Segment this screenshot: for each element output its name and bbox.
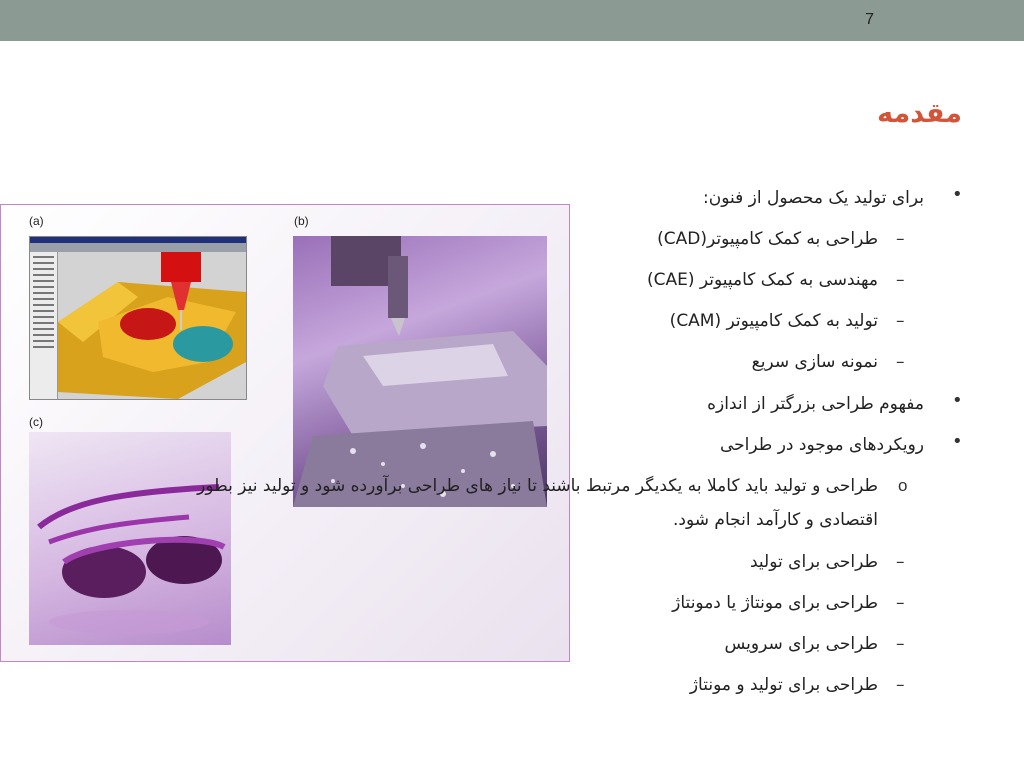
slide-title: مقدمه bbox=[877, 98, 962, 129]
sub-item: طراحی برای تولید bbox=[749, 552, 878, 572]
cad-software-image bbox=[29, 236, 247, 400]
sub-item: طراحی برای مونتاژ یا دمونتاژ bbox=[672, 593, 878, 613]
cnc-machining-image bbox=[293, 236, 547, 507]
sub-item: نمونه سازی سریع bbox=[751, 352, 878, 372]
sub-item: طراحی برای تولید و مونتاژ bbox=[689, 675, 878, 695]
circle-item-line2: اقتصادی و کارآمد انجام شود. bbox=[673, 510, 878, 530]
sub-item: مهندسی به کمک کامپیوتر (CAE) bbox=[646, 270, 878, 290]
dash-icon: – bbox=[896, 270, 905, 290]
figure-label-c: (c) bbox=[29, 415, 43, 429]
sub-item: تولید به کمک کامپیوتر (CAM) bbox=[669, 311, 878, 331]
cad-viewport bbox=[58, 252, 246, 399]
top-bar bbox=[0, 0, 1024, 41]
dash-icon: – bbox=[896, 352, 905, 372]
bullet-icon: • bbox=[952, 184, 963, 205]
dash-icon: – bbox=[896, 552, 905, 572]
dash-icon: – bbox=[896, 593, 905, 613]
dash-icon: – bbox=[896, 229, 905, 249]
dash-icon: – bbox=[896, 634, 905, 654]
slide-number: 7 bbox=[865, 11, 874, 28]
sub-item: طراحی برای سرویس bbox=[724, 634, 878, 654]
bullet-icon: • bbox=[952, 431, 963, 452]
sub-item: طراحی به کمک کامپیوتر(CAD) bbox=[657, 229, 878, 249]
cad-side-menu bbox=[30, 252, 58, 399]
circle-bullet-icon: o bbox=[898, 476, 908, 495]
cad-toolbar bbox=[30, 243, 246, 252]
bullet-item: مفهوم طراحی بزرگتر از اندازه bbox=[707, 394, 924, 414]
dash-icon: – bbox=[896, 311, 905, 331]
bullet-item: رویکردهای موجود در طراحی bbox=[720, 435, 924, 455]
circle-item-line1: طراحی و تولید باید کاملا به یکدیگر مرتبط باشند تا نیاز های طراحی برآورده شود و تولید نیز بطور bbox=[197, 476, 878, 496]
dash-icon: – bbox=[896, 675, 905, 695]
figure-panel bbox=[0, 204, 570, 662]
bullet-icon: • bbox=[952, 390, 963, 411]
sunglasses-image bbox=[29, 432, 231, 645]
figure-label-a: (a) bbox=[29, 214, 44, 228]
cad-mold-render bbox=[58, 252, 246, 399]
figure-label-b: (b) bbox=[294, 214, 309, 228]
sunglasses-render bbox=[29, 432, 231, 645]
bullet-item: برای تولید یک محصول از فنون: bbox=[703, 188, 924, 208]
cnc-machining-render bbox=[293, 236, 547, 507]
